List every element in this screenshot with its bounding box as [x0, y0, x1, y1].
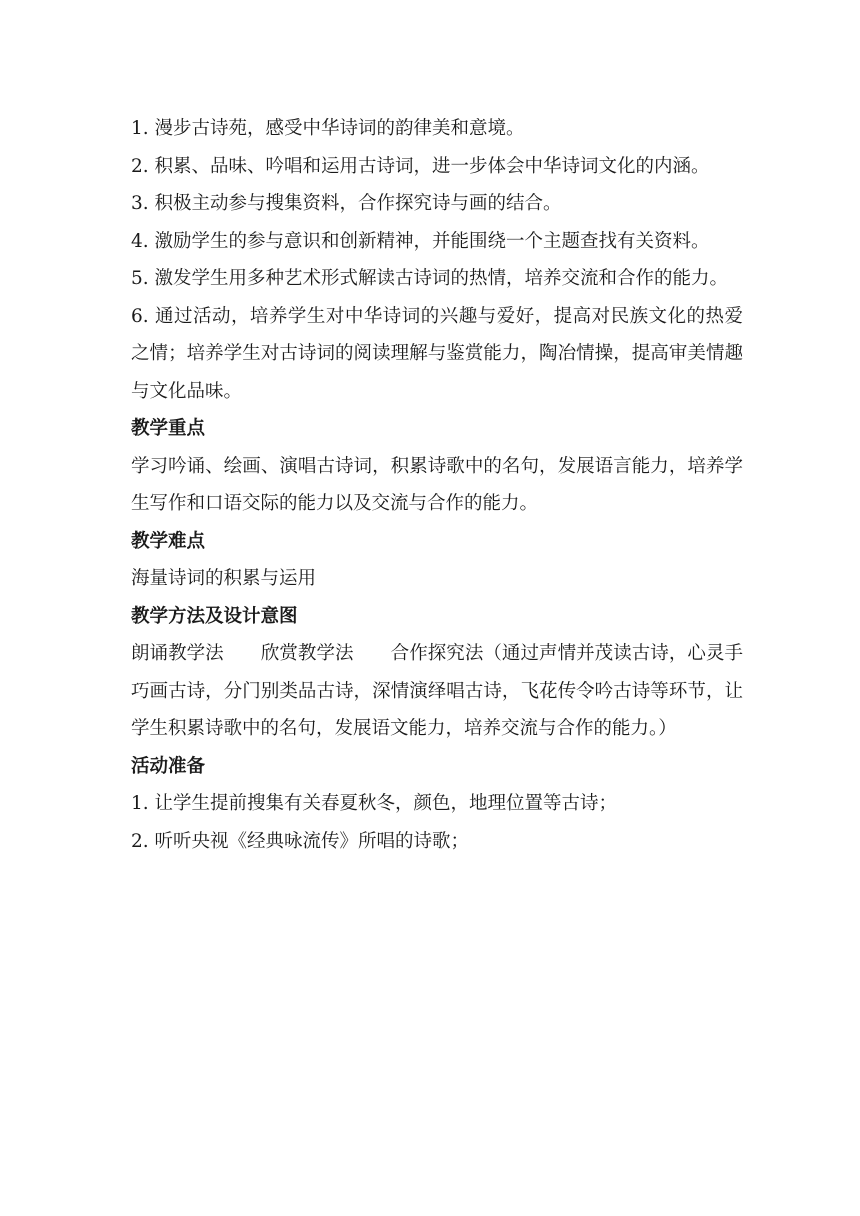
methods-heading: 教学方法及设计意图	[131, 605, 298, 627]
preparation-item-2: 2. 听听央视《经典咏流传》所唱的诗歌；	[131, 830, 470, 852]
difficulties-text: 海量诗词的积累与运用	[131, 568, 317, 589]
key-points-heading: 教学重点	[131, 418, 206, 439]
document-body	[131, 110, 743, 860]
preparation-heading: 活动准备	[131, 755, 206, 777]
key-points-text: 学习吟诵、绘画、演唱古诗词，积累诗歌中的名句，发展语言能力，培养学生写作和口语交际的能力以及交流与合作的能力。	[131, 455, 743, 514]
objective-item-5: 5. 激发学生用多种艺术形式解读古诗词的热情，培养交流和合作的能力。	[131, 268, 729, 289]
objective-item-4: 4. 激励学生的参与意识和创新精神，并能围绕一个主题查找有关资料。	[131, 230, 710, 252]
objective-item-3: 3. 积极主动参与搜集资料，合作探究诗与画的结合。	[131, 193, 562, 214]
methods-text: 朗诵教学法 欣赏教学法 合作探究法（通过声情并茂读古诗，心灵手巧画古诗，分门别类品古诗，深情演绎唱古诗，飞花传令吟古诗等环节，让学生积累诗歌中的名句，发展语文能力，培养交流与合作的能力。）	[131, 643, 743, 739]
objective-item-6: 6. 通过活动，培养学生对中华诗词的兴趣与爱好，提高对民族文化的热爱之情；培养学生对古诗词的阅读理解与鉴赏能力，陶冶情操，提高审美情趣与文化品味。	[131, 305, 743, 402]
difficulties-heading: 教学难点	[131, 530, 206, 552]
preparation-item-1: 1. 让学生提前搜集有关春夏秋冬，颜色，地理位置等古诗；	[131, 793, 618, 814]
objective-item-2: 2. 积累、品味、吟唱和运用古诗词，进一步体会中华诗词文化的内涵。	[131, 155, 710, 177]
objective-item-1: 1. 漫步古诗苑，感受中华诗词的韵律美和意境。	[131, 118, 525, 139]
